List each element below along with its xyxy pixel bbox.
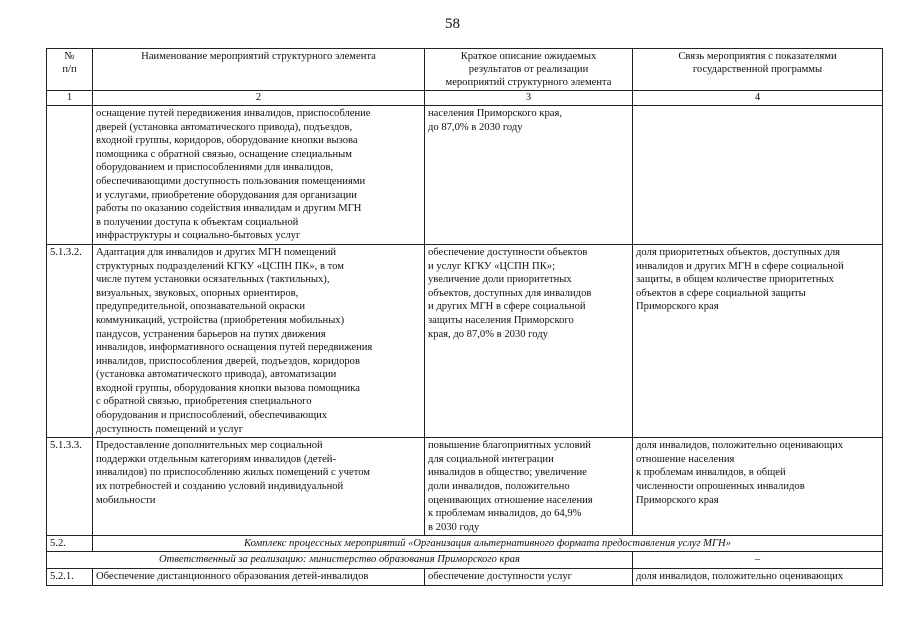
column-number: 1 [47, 91, 93, 106]
table-row [47, 244, 883, 437]
header-result: Краткое описание ожидаемых результатов от реализации мероприятий структурного элемента [425, 49, 633, 91]
header-link: Связь мероприятия с показателями государственной программы [633, 49, 883, 91]
responsible-text: Ответственный за реализацию: министерство образования Приморского края [47, 552, 633, 569]
table-row [47, 106, 883, 245]
row-link: доля инвалидов, положительно оценивающих отношение населения к проблемам инвалидов, в общей численности опрошенных инвалидов Приморского края [633, 438, 883, 536]
table-header-row [47, 49, 883, 91]
complex-number: 5.2. [47, 536, 93, 552]
column-number: 2 [93, 91, 425, 106]
table-row [47, 569, 883, 586]
row-result: населения Приморского края, до 87,0% в 2030 году [425, 106, 633, 245]
page-number: 58 [445, 16, 460, 32]
row-link: доля приоритетных объектов, доступных для инвалидов и других МГН в сфере социальной защиты, в общем количестве приоритетных объектов в сфере социальной защиты Приморского края [633, 244, 883, 437]
row-name: Предоставление дополнительных мер социальной поддержки отдельным категориям инвалидов (детей- инвалидов) по приспособлению жилых помещений с учетом их потребностей и созданию условий индивидуальной мобильности [93, 438, 425, 536]
row-link [633, 106, 883, 245]
header-number: № п/п [47, 49, 93, 91]
row-number [47, 106, 93, 245]
row-name: Обеспечение дистанционного образования детей-инвалидов [93, 569, 425, 586]
row-result: обеспечение доступности услуг [425, 569, 633, 586]
column-number: 4 [633, 91, 883, 106]
complex-title: Комплекс процессных мероприятий «Организация альтернативного формата предоставления услуг МГН» [93, 536, 883, 552]
row-result: повышение благоприятных условий для социальной интеграции инвалидов в общество; увеличение доли инвалидов, положительно оценивающих отношение населения к проблемам инвалидов, до 64,9% в 2030 году [425, 438, 633, 536]
row-number: 5.1.3.3. [47, 438, 93, 536]
row-name: Адаптация для инвалидов и других МГН помещений структурных подразделений КГКУ «ЦСПН ПК», в том числе путем установки осязательных (тактильных), визуальных, звуковых, опорных ориентиров, предупредительной, опознавательной окраски коммуникаций, устройства (приобретения мобильных) пандусов, устранения барьеров на путях движения инвалидов, информативного оснащения путей передвижения инвалидов, приспособления дверей, подъездов, коридоров (установка автоматического привода), автоматизации входной группы, оборудования кнопки вызова помощника с обратной связью, приобретения специального оборудования и приспособлений, обеспечивающих доступность помещений и услуг [93, 244, 425, 437]
table-row [47, 438, 883, 536]
row-number: 5.1.3.2. [47, 244, 93, 437]
complex-row [47, 536, 883, 552]
row-link: доля инвалидов, положительно оценивающих [633, 569, 883, 586]
row-number: 5.2.1. [47, 569, 93, 586]
row-name: оснащение путей передвижения инвалидов, приспособление дверей (установка автоматического привода), подъездов, входной группы, коридоров, оборудование кнопки вызова помощника с обратной связью, оснащение специальным оборудованием и приспособлениями для инвалидов, обеспечивающими доступность пользования помещениями и услугами, приобретение оборудования для организации работы по оказанию содействия инвалидам и другим МГН в получении доступа к объектам социальной инфраструктуры и социально-бытовых услуг [93, 106, 425, 245]
row-result: обеспечение доступности объектов и услуг КГКУ «ЦСПН ПК»; увеличение доли приоритетных объектов, доступных для инвалидов и других МГН в сфере социальной защиты населения Приморского края, до 87,0% в 2030 году [425, 244, 633, 437]
header-name: Наименование мероприятий структурного элемента [93, 49, 425, 91]
program-table [46, 48, 883, 586]
column-number: 3 [425, 91, 633, 106]
responsible-dash: – [633, 552, 883, 569]
column-number-row [47, 91, 883, 106]
responsible-row [47, 552, 883, 569]
